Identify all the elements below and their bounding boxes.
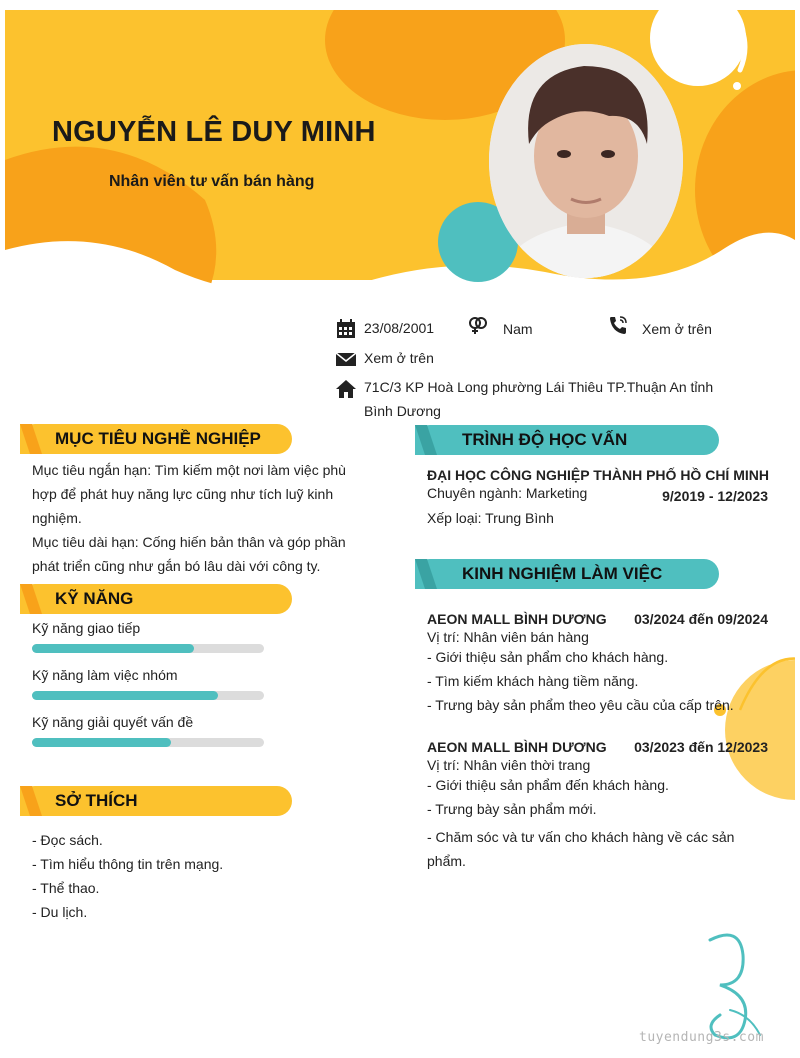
hobby-item: - Thể thao.	[32, 880, 100, 896]
phone-row	[608, 315, 738, 339]
school-name: ĐẠI HỌC CÔNG NGHIỆP THÀNH PHỐ HỒ CHÍ MINH	[427, 467, 769, 483]
phone-value: Xem ở trên	[642, 321, 712, 337]
watermark: tuyendung3s.com	[639, 1030, 764, 1045]
objective-section	[20, 424, 380, 584]
job-title: Nhân viên tư vấn bán hàng	[109, 173, 315, 190]
hobbies-title: SỞ THÍCH	[55, 791, 138, 810]
calendar-icon	[336, 319, 356, 339]
skill-label: Kỹ năng làm việc nhóm	[32, 667, 178, 683]
job-company: AEON MALL BÌNH DƯƠNG	[427, 611, 607, 627]
profile-photo	[489, 44, 683, 278]
home-icon	[336, 379, 356, 399]
job-duty: - Chăm sóc và tư vấn cho khách hàng về các sản phẩm.	[427, 829, 735, 869]
job-period: 03/2023 đến 12/2023	[634, 739, 768, 755]
hobby-item: - Du lịch.	[32, 904, 88, 920]
skills-title: KỸ NĂNG	[55, 589, 134, 608]
job-duty: - Trưng bày sản phẩm mới.	[427, 801, 597, 817]
education-title: TRÌNH ĐỘ HỌC VẤN	[462, 430, 628, 449]
job-company: AEON MALL BÌNH DƯƠNG	[427, 739, 607, 755]
experience-title: KINH NGHIỆM LÀM VIỆC	[462, 564, 663, 583]
gender-row	[468, 315, 588, 339]
skill-bar-track	[32, 644, 264, 653]
job-position: Vị trí: Nhân viên bán hàng	[427, 629, 589, 645]
skill-bar-fill	[32, 738, 171, 747]
education-grade: Xếp loại: Trung Bình	[427, 510, 554, 526]
job-duty: - Trưng bày sản phẩm theo yêu cầu của cấp trên.	[427, 697, 734, 713]
email-row	[336, 349, 466, 371]
gender-icon	[468, 315, 488, 335]
objective-title: MỤC TIÊU NGHỀ NGHIỆP	[55, 429, 261, 448]
birthday-row	[336, 319, 466, 341]
skill-bar-fill	[32, 644, 194, 653]
education-section	[415, 425, 785, 535]
skill-label: Kỹ năng giao tiếp	[32, 620, 141, 636]
address-row	[336, 375, 756, 425]
job-period: 03/2024 đến 09/2024	[634, 611, 768, 627]
birthday-value: 23/08/2001	[364, 320, 435, 336]
job-position: Vị trí: Nhân viên thời trang	[427, 757, 591, 773]
objective-long-term: Mục tiêu dài hạn: Cống hiến bản thân và góp phần phát triển cũng như gắn bó lâu dài với công ty.	[32, 534, 346, 574]
objective-short-term: Mục tiêu ngắn hạn: Tìm kiếm một nơi làm việc phù hợp để phát huy năng lực cũng như tích luỹ kinh nghiệm.	[32, 462, 346, 526]
hobby-item: - Đọc sách.	[32, 832, 103, 848]
job-duty: - Tìm kiếm khách hàng tiềm năng.	[427, 673, 639, 689]
skill-bar-track	[32, 738, 264, 747]
skill-label: Kỹ năng giải quyết vấn đề	[32, 714, 194, 730]
skills-section	[20, 584, 380, 764]
skill-bar-track	[32, 691, 264, 700]
hobby-item: - Tìm hiểu thông tin trên mạng.	[32, 856, 224, 872]
hobbies-section	[20, 786, 380, 926]
envelope-icon	[336, 349, 356, 369]
phone-icon	[608, 315, 628, 335]
skill-bar-fill	[32, 691, 218, 700]
email-value: Xem ở trên	[364, 350, 434, 366]
candidate-name: NGUYỄN LÊ DUY MINH	[52, 116, 376, 148]
experience-section	[415, 559, 785, 869]
education-period: 9/2019 - 12/2023	[662, 488, 768, 504]
gender-value: Nam	[503, 321, 533, 337]
job-duty: - Giới thiệu sản phẩm đến khách hàng.	[427, 777, 669, 793]
cv-page	[5, 10, 795, 1050]
education-major: Chuyên ngành: Marketing	[427, 485, 588, 501]
address-value: 71C/3 KP Hoà Long phường Lái Thiêu TP.Thuận An tỉnh Bình Dương	[364, 379, 714, 419]
job-duty: - Giới thiệu sản phẩm cho khách hàng.	[427, 649, 669, 665]
